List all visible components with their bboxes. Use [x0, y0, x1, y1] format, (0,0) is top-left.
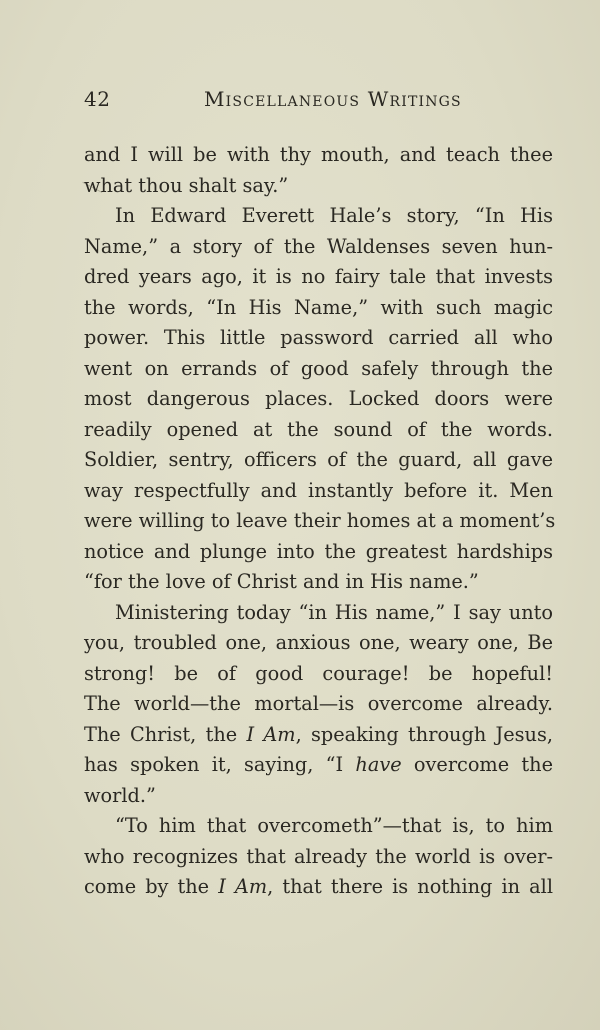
text-line: readily opened at the sound of the words.	[84, 417, 553, 441]
text-line: Soldier, sentry, officers of the guard, all gave	[84, 448, 553, 471]
text-line: were willing to leave their homes at a moment’s	[84, 509, 556, 532]
text-line: “To him that overcometh”—that is, to him	[115, 814, 553, 837]
text-line: Name,” a story of the Waldenses seven hun-	[84, 234, 553, 258]
text-line: the words, “In His Name,” with such magic	[84, 295, 553, 319]
text-run: overcome the	[401, 753, 553, 776]
text-line: world.”	[84, 783, 156, 807]
text-run: , that there is nothing in all	[267, 875, 553, 898]
emphasis-text: I Am	[218, 875, 268, 898]
text-line: “for the love of Christ and in His name.”	[84, 570, 479, 593]
text-run: come by the	[84, 875, 219, 898]
text-line: In Edward Everett Hale’s story, “In His	[115, 204, 553, 227]
emphasis-text: I Am	[246, 722, 296, 746]
text-line	[84, 872, 553, 903]
emphasis-text: have	[355, 753, 402, 776]
text-line: notice and plunge into the greatest hardships	[84, 539, 553, 563]
page-number: 42	[84, 87, 111, 111]
text-line	[84, 720, 553, 751]
text-run: has spoken it, saying, “I	[84, 753, 356, 776]
text-line: way respectfully and instantly before it. Men	[84, 478, 553, 502]
text-run: The Christ, the	[84, 722, 247, 746]
text-line: strong! be of good courage! be hopeful!	[84, 661, 553, 685]
text-line: you, troubled one, anxious one, weary one, Be	[84, 631, 553, 654]
text-line: Ministering today “in His name,” I say unto	[115, 600, 553, 624]
body-text	[84, 140, 556, 903]
text-line: what thou shalt say.”	[84, 173, 289, 197]
text-line: went on errands of good safely through the	[84, 356, 553, 380]
text-line: power. This little password carried all who	[84, 326, 553, 349]
running-title: Miscellaneous Writings	[204, 87, 462, 111]
text-run: , speaking through Jesus,	[295, 722, 553, 746]
text-line: The world—the mortal—is overcome already.	[84, 692, 553, 715]
text-line	[84, 750, 553, 781]
text-line: most dangerous places. Locked doors were	[84, 387, 553, 410]
text-line: who recognizes that already the world is over-	[84, 844, 553, 868]
text-line: and I will be with thy mouth, and teach thee	[84, 143, 553, 166]
text-line: dred years ago, it is no fairy tale that invests	[84, 265, 553, 288]
